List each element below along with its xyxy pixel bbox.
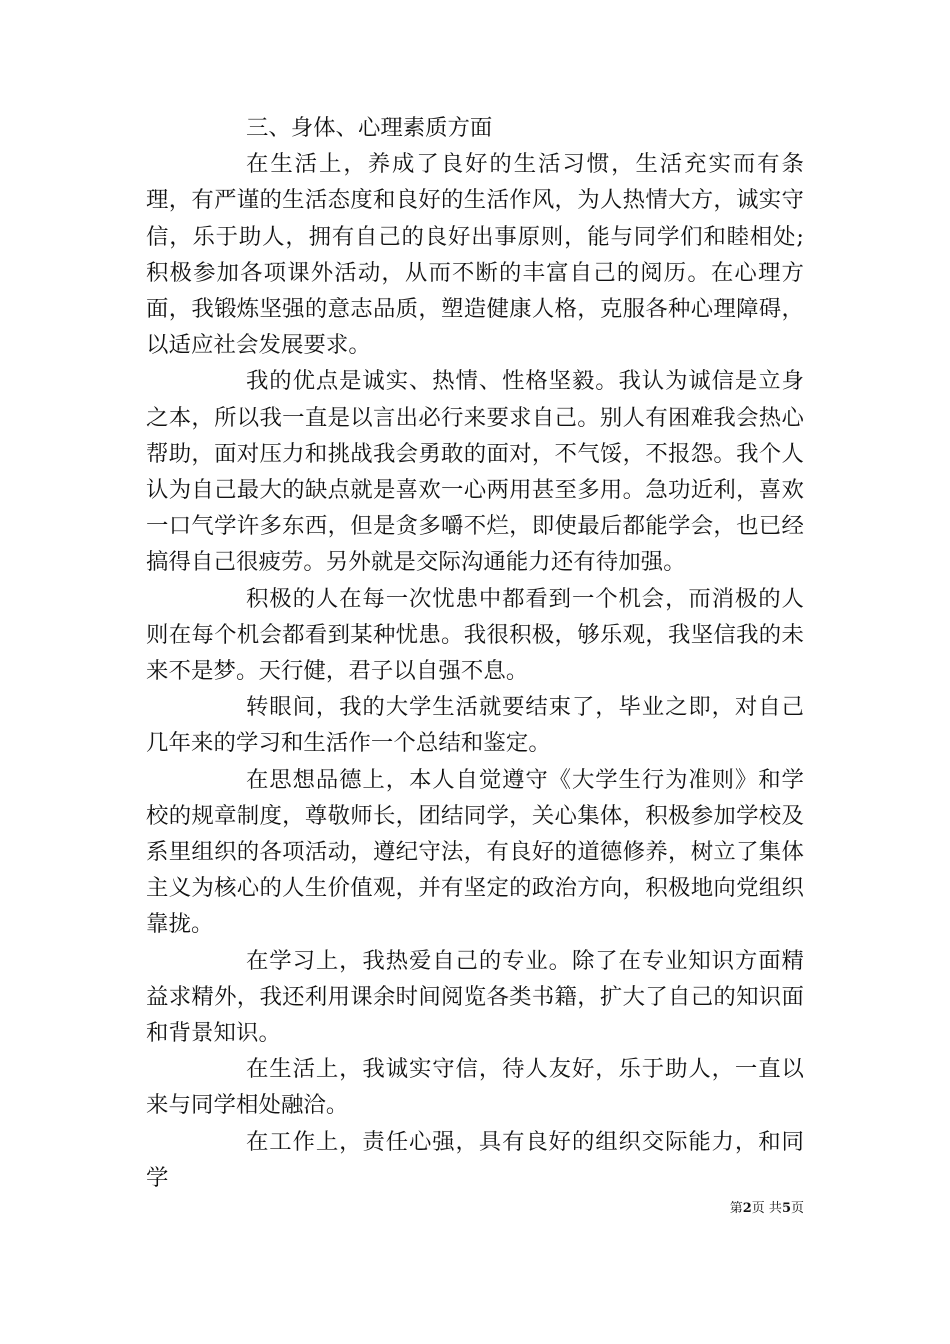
footer-middle: 页 共 (751, 1201, 782, 1216)
paragraph-study: 在学习上，我热爱自己的专业。除了在专业知识方面精益求精外，我还利用课余时间阅览各类书籍，扩大了自己的知识面和背景知识。 (146, 947, 804, 1047)
footer-current-page: 2 (742, 1201, 752, 1216)
paragraph-life-habits: 在生活上，养成了良好的生活习惯，生活充实而有条理，有严谨的生活态度和良好的生活作风，为人热情大方，诚实守信，乐于助人，拥有自己的良好出事原则，能与同学们和睦相处;积极参加各项课外活动，从而不断的丰富自己的阅历。在心理方面，我锻炼坚强的意志品质，塑造健康人格，克服各种心理障碍，以适应社会发展要求。 (146, 151, 804, 359)
paragraph-graduation-summary: 转眼间，我的大学生活就要结束了，毕业之即，对自己几年来的学习和生活作一个总结和鉴定。 (146, 694, 804, 757)
section-heading: 三、身体、心理素质方面 (246, 115, 493, 141)
page-number-footer (700, 1200, 804, 1218)
footer-suffix: 页 (790, 1201, 804, 1216)
footer-total-pages: 5 (781, 1201, 791, 1216)
footer-prefix: 第 (729, 1201, 743, 1216)
paragraph-moral-character: 在思想品德上，本人自觉遵守《大学生行为准则》和学校的规章制度，尊敬师长，团结同学，关心集体，积极参加学校及系里组织的各项活动，遵纪守法，有良好的道德修养，树立了集体主义为核心的人生价值观，并有坚定的政治方向，积极地向党组织靠拢。 (146, 766, 804, 938)
document-body (146, 110, 804, 1196)
paragraph-strengths-weaknesses: 我的优点是诚实、热情、性格坚毅。我认为诚信是立身之本，所以我一直是以言出必行来要求自己。别人有困难我会热心帮助，面对压力和挑战我会勇敢的面对，不气馁，不报怨。我个人认为自己最大的缺点就是喜欢一心两用甚至多用。急功近利，喜欢一口气学许多东西，但是贪多嚼不烂，即使最后都能学会，也已经搞得自己很疲劳。另外就是交际沟通能力还有待加强。 (146, 368, 804, 576)
paragraph-daily-life: 在生活上，我诚实守信，待人友好，乐于助人，一直以来与同学相处融洽。 (146, 1056, 804, 1119)
paragraph-work: 在工作上，责任心强，具有良好的组织交际能力，和同学 (146, 1128, 804, 1191)
paragraph-positive-attitude: 积极的人在每一次忧患中都看到一个机会，而消极的人则在每个机会都看到某种忧患。我很积极，够乐观，我坚信我的未来不是梦。天行健，君子以自强不息。 (146, 585, 804, 685)
